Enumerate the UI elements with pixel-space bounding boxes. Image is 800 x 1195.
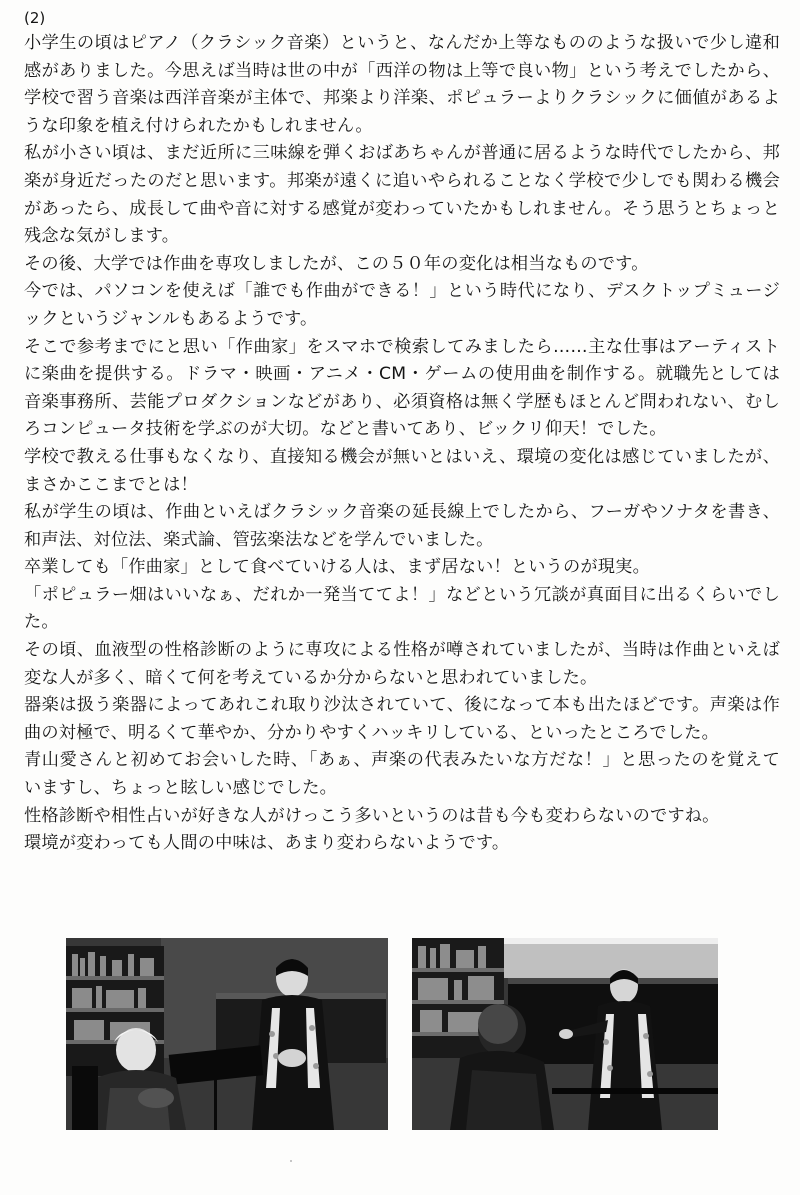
photo-strip <box>66 938 724 1130</box>
paragraph: 学校で教える仕事もなくなり、直接知る機会が無いとはいえ、環境の変化は感じていましたが、まさかここまでとは！ <box>24 446 780 495</box>
paragraph: 青山愛さんと初めてお会いした時、「あぁ、声楽の代表みたいな方だな！」と思ったのを覚えていますし、ちょっと眩しい感じでした。 <box>24 750 780 799</box>
paragraph: 小学生の頃はピアノ（クラシック音楽）というと、なんだか上等なもののような扱いで少し違和感がありました。今思えば当時は世の中が「西洋の物は上等で良い物」という考えでしたから、学校で習う音楽は西洋音楽が主体で、邦楽より洋楽、ポピュラーよりクラシックに価値があるような印象を植え付けられたかもしれません。 <box>24 33 780 136</box>
paragraph: 私が学生の頃は、作曲といえばクラシック音楽の延長線上でしたから、フーガやソナタを書き、和声法、対位法、楽式論、管弦楽法などを学んでいました。 <box>24 502 780 550</box>
paragraph: 性格診断や相性占いが好きな人がけっこう多いというのは昔も今も変わらないのですね。 <box>24 805 720 826</box>
paragraph: 環境が変わっても人間の中味は、あまり変わらないようです。 <box>24 833 510 854</box>
photo-right-drawing <box>412 938 718 1130</box>
paragraph: そこで参考までにと思い「作曲家」をスマホで検索してみましたら……主な仕事はアーティストに楽曲を提供する。ドラマ・映画・アニメ・CM・ゲームの使用曲を制作する。就職先としては音楽事務所、芸能プロダクションなどがあり、必須資格は無く学歴もほとんど問われない、むしろコンピュータ技術を学ぶのが大切。などと書いてあり、ビックリ仰天！でした。 <box>24 336 780 440</box>
scan-speck <box>290 1160 292 1162</box>
paragraph: その頃、血液型の性格診断のように専攻による性格が噂されていましたが、当時は作曲といえば変な人が多く、暗くて何を考えているか分からないと思われていました。 <box>24 640 780 688</box>
paragraph: その後、大学では作曲を専攻しましたが、この５０年の変化は相当なものです。 <box>24 253 649 274</box>
article-body <box>24 30 780 858</box>
paragraph: 今では、パソコンを使えば「誰でも作曲ができる！」という時代になり、デスクトップミュージックというジャンルもあるようです。 <box>24 281 780 329</box>
photo-two-women-conversing <box>412 938 718 1130</box>
paragraph: 器楽は扱う楽器によってあれこれ取り沙汰されていて、後になって本も出たほどです。声楽は作曲の対極で、明るくて華やか、分かりやすくハッキリしている、といったところでした。 <box>24 695 780 743</box>
photo-left-drawing <box>66 938 388 1130</box>
paragraph: 私が小さい頃は、まだ近所に三味線を弾くおばあちゃんが普通に居るような時代でしたから、邦楽が身近だったのだと思います。邦楽が遠くに追いやられることなく学校で少しでも関わる機会があったら、成長して曲や音に対する感覚が変わっていたかもしれません。そう思うとちょっと残念な気がします。 <box>24 143 780 247</box>
paragraph: 「ポピュラー畑はいいなぁ、だれか一発当ててよ！」などという冗談が真面目に出るくらいでした。 <box>24 584 780 633</box>
photo-seated-and-standing-women <box>66 938 388 1130</box>
page-number: (2) <box>24 9 46 27</box>
paragraph: 卒業しても「作曲家」として食べていける人は、まず居ない！というのが現実。 <box>24 557 650 578</box>
